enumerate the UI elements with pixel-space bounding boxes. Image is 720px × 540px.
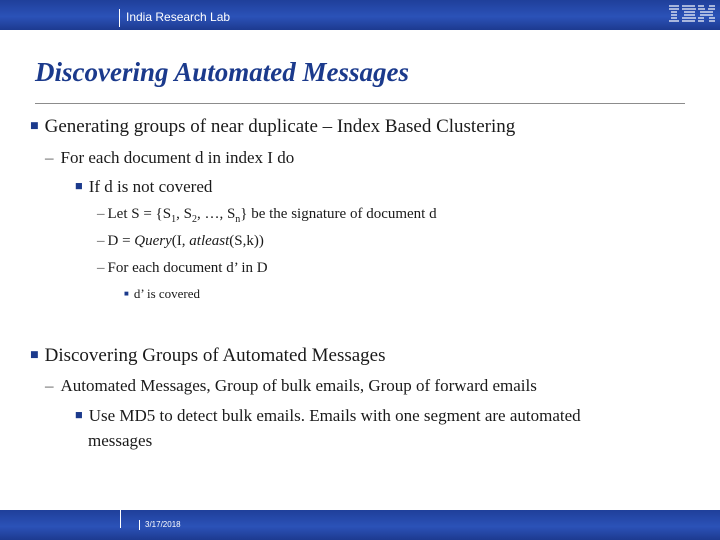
bullet-text: Automated Messages, Group of bulk emails, Group of forward emails (60, 376, 537, 395)
dash-bullet-icon: – (97, 260, 105, 276)
square-bullet-icon: ■ (124, 289, 129, 298)
square-bullet-icon: ■ (75, 179, 83, 193)
bullet-text-part: D = (107, 233, 135, 249)
dash-bullet-icon: – (45, 148, 54, 167)
header-divider (119, 9, 120, 27)
footer-bar (0, 510, 720, 540)
bullet-text: If d is not covered (88, 177, 213, 196)
bullet-text: For each document d in index I do (60, 148, 295, 167)
bullet-text: Use MD5 to detect bulk emails. Emails with one segment are automated (88, 406, 581, 425)
square-bullet-icon: ■ (30, 347, 39, 363)
bullet-level1 (30, 345, 386, 367)
bullet-text-part: (S,k)) (229, 233, 264, 249)
bullet-level3 (75, 406, 581, 426)
footer-pipe (139, 520, 140, 530)
bullet-level2 (45, 148, 294, 168)
bullet-text-italic: atleast (189, 233, 230, 249)
bullet-level4 (97, 260, 268, 277)
dash-bullet-icon: – (97, 206, 105, 222)
bullet-level4 (97, 206, 437, 225)
bullet-text-part: , …, S (196, 206, 236, 222)
bullet-level4 (97, 233, 264, 250)
bullet-text-part: Let S = {S (107, 206, 172, 222)
bullet-text: Generating groups of near duplicate – Index Based Clustering (44, 116, 516, 137)
bullet-text: d’ is covered (133, 286, 201, 301)
ibm-logo-icon (668, 3, 716, 25)
square-bullet-icon: ■ (75, 408, 83, 422)
subscript: 1 (171, 214, 177, 225)
bullet-text: messages (88, 431, 153, 450)
dash-bullet-icon: – (97, 233, 105, 249)
bullet-text-part: } be the signature of document d (240, 206, 437, 222)
footer-date: 3/17/2018 (145, 520, 181, 529)
bullet-continuation (88, 431, 152, 451)
bullet-level1 (30, 116, 515, 138)
bullet-text: For each document d’ in D (107, 260, 268, 276)
title-rule (35, 103, 685, 104)
subscript: n (235, 214, 241, 225)
footer-divider (120, 510, 121, 528)
bullet-text: Discovering Groups of Automated Messages (44, 345, 386, 366)
slide-title: Discovering Automated Messages (35, 57, 409, 87)
lab-name: India Research Lab (126, 10, 231, 24)
bullet-level2 (45, 376, 537, 396)
subscript: 2 (191, 214, 197, 225)
bullet-text-part: , S (176, 206, 192, 222)
bullet-text-italic: Query (134, 233, 172, 249)
header-bar (0, 0, 720, 30)
bullet-text-part: (I, (171, 233, 190, 249)
square-bullet-icon: ■ (30, 118, 39, 134)
bullet-level5 (124, 286, 200, 302)
bullet-level3 (75, 177, 212, 197)
dash-bullet-icon: – (45, 376, 54, 395)
